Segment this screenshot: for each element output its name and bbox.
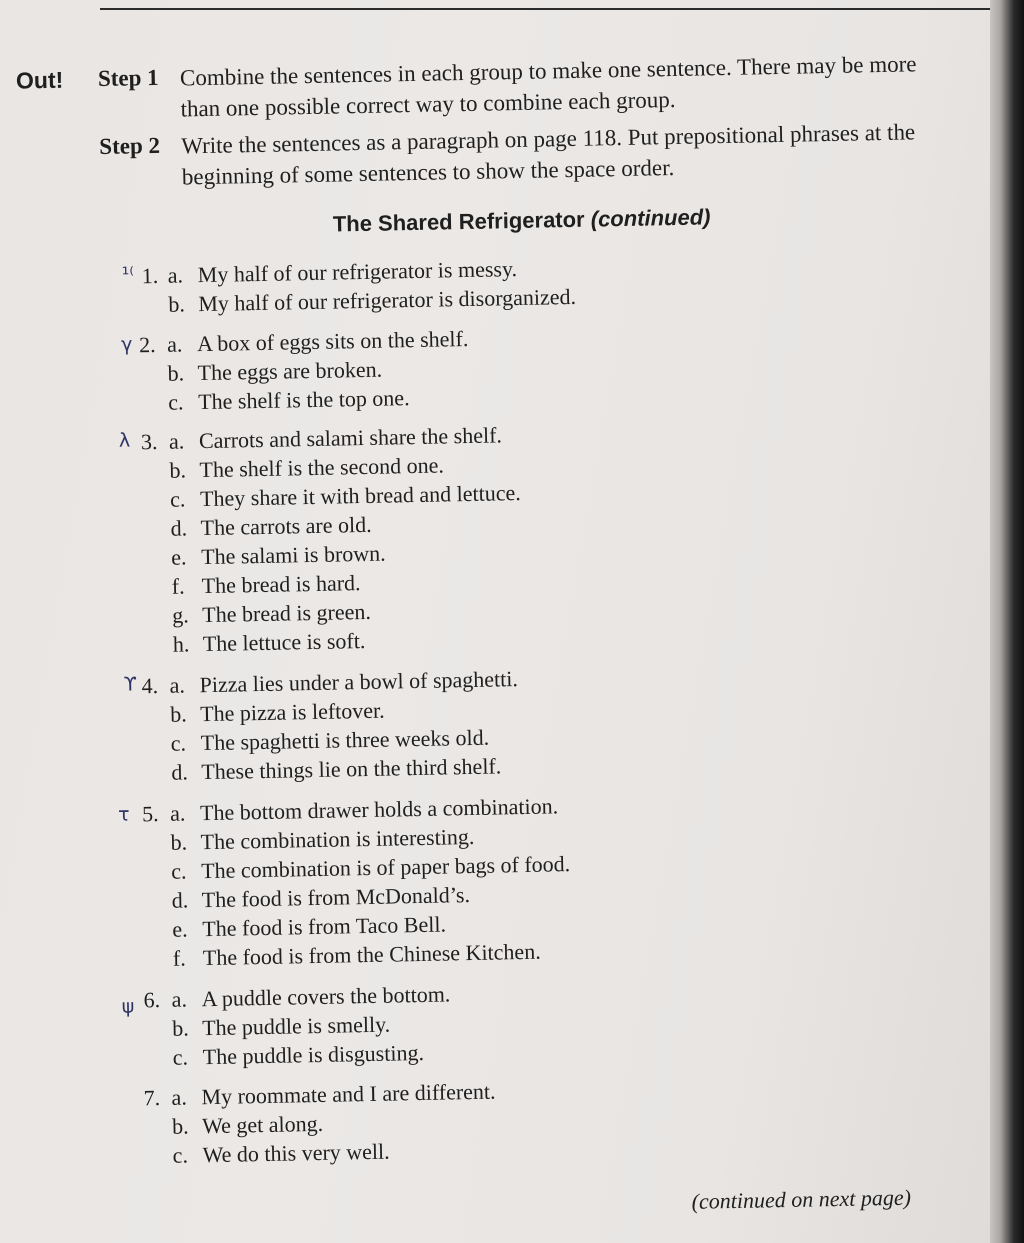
sentence-text: A box of eggs sits on the shelf.	[196, 325, 469, 357]
sentence-line	[172, 1139, 389, 1169]
sentence-letter: f.	[171, 573, 185, 599]
sentence-text: The spaghetti is three weeks old.	[200, 724, 490, 756]
sentence-line	[173, 628, 366, 658]
sentence-text: The combination is interesting.	[200, 823, 475, 855]
page-edge-shadow	[990, 0, 1024, 1243]
sentence-text: A puddle covers the bottom.	[201, 981, 451, 1012]
sentence-text: The bottom drawer holds a combination.	[199, 793, 559, 826]
sentence-line	[171, 753, 501, 785]
sentence-text: Pizza lies under a bowl of spaghetti.	[199, 666, 519, 698]
sentence-line	[168, 385, 410, 416]
step1-label: Step 1	[97, 64, 159, 92]
sentence-letter: d.	[171, 887, 189, 913]
continued-note: (continued on next page)	[691, 1184, 912, 1214]
sentence-text: The shelf is the second one.	[199, 452, 445, 483]
sentence-text: My roommate and I are different.	[201, 1078, 496, 1110]
sentence-letter: a.	[171, 986, 188, 1012]
sentence-line	[173, 1040, 425, 1071]
group-number: 6.	[143, 987, 161, 1013]
sentence-text: The bread is hard.	[201, 570, 361, 599]
sentence-line	[172, 912, 446, 943]
out-label: Out!	[15, 66, 64, 94]
sentence-line	[171, 981, 450, 1012]
sentence-text: We do this very well.	[202, 1138, 390, 1168]
group-number: 7.	[143, 1085, 161, 1111]
sentence-letter: e.	[170, 544, 187, 570]
sentence-text: The combination is of paper bags of food.	[200, 851, 571, 884]
sentence-letter: a.	[169, 800, 186, 826]
sentence-letter: a.	[171, 1084, 188, 1110]
handwritten-mark: ϒ	[123, 673, 138, 696]
sentence-line	[172, 1012, 390, 1042]
sentence-line	[169, 422, 502, 454]
sentence-line	[172, 1111, 324, 1140]
sentence-line	[169, 452, 444, 483]
sentence-text: The puddle is smelly.	[201, 1011, 391, 1041]
sentence-text: The carrots are old.	[200, 511, 372, 541]
handwritten-mark: τ	[117, 803, 130, 826]
sentence-line	[171, 851, 570, 885]
sentence-text: The pizza is leftover.	[199, 697, 385, 727]
handwritten-mark: λ	[118, 429, 131, 452]
sentence-line	[168, 284, 576, 318]
sentence-line	[168, 256, 518, 289]
sentence-letter: b.	[171, 1113, 189, 1139]
sentence-text: The bread is green.	[202, 598, 372, 628]
sentence-letter: b.	[167, 360, 185, 386]
sentence-letter: c.	[172, 1044, 189, 1070]
title-main: The Shared Refrigerator	[332, 206, 585, 237]
group-number: 2.	[138, 331, 156, 358]
group-number: 4.	[141, 672, 159, 699]
sentence-text: We get along.	[201, 1110, 324, 1139]
sentence-line	[167, 357, 382, 387]
sentence-text: My half of our refrigerator is disorganized.	[198, 283, 577, 317]
sentence-text: The lettuce is soft.	[202, 628, 366, 657]
sentence-line	[170, 480, 521, 513]
sentence-letter: g.	[172, 602, 190, 628]
handwritten-mark: γ	[120, 333, 133, 356]
sentence-letter: b.	[170, 829, 188, 855]
sentence-line	[167, 326, 469, 358]
sentence-line	[169, 666, 518, 699]
handwritten-mark: ¹⁽	[121, 263, 135, 286]
sentence-letter: c.	[170, 730, 187, 756]
group-number: 3.	[140, 428, 158, 455]
sentence-text: The eggs are broken.	[197, 356, 383, 386]
sentence-text: Carrots and salami share the shelf.	[198, 422, 503, 454]
sentence-letter: a.	[169, 672, 186, 698]
sentence-letter: h.	[172, 631, 190, 657]
sentence-line	[171, 1079, 495, 1111]
sentence-text: The food is from Taco Bell.	[202, 911, 447, 942]
sentence-line	[173, 939, 541, 972]
sentence-line	[172, 882, 471, 914]
sentence-letter: c.	[170, 858, 187, 884]
group-number: 1.	[141, 262, 159, 289]
group-number: 5.	[141, 801, 159, 827]
sentence-letter: b.	[168, 291, 186, 317]
sentence-letter: a.	[167, 262, 184, 288]
sentence-text: The puddle is disgusting.	[202, 1039, 425, 1070]
sentence-letter: c.	[169, 486, 186, 512]
title-continued: (continued)	[590, 204, 711, 232]
sentence-text: They share it with bread and lettuce.	[199, 480, 521, 512]
sentence-text: These things lie on the third shelf.	[201, 753, 502, 785]
sentence-text: The salami is brown.	[200, 540, 386, 570]
sentence-text: The food is from the Chinese Kitchen.	[202, 938, 541, 971]
sentence-letter: c.	[167, 389, 184, 415]
sentence-letter: d.	[170, 515, 188, 541]
sentence-line	[170, 512, 371, 542]
sentence-line	[172, 599, 371, 629]
sentence-text: The food is from McDonald’s.	[201, 882, 471, 913]
sentence-text: The shelf is the top one.	[197, 385, 410, 415]
sentence-text: My half of our refrigerator is messy.	[197, 256, 518, 288]
step2-text: Write the sentences as a paragraph on page 118. Put prepositional phrases at the beginning of some sentences to show the space order.	[181, 119, 916, 190]
sentence-letter: c.	[172, 1142, 189, 1168]
sentence-letter: a.	[168, 428, 185, 454]
sentence-letter: b.	[169, 457, 187, 483]
sentence-line	[171, 725, 490, 757]
sentence-letter: d.	[171, 759, 189, 785]
step1-text: Combine the sentences in each group to make one sentence. There may be more than one possible correct way to combine each group.	[179, 51, 917, 122]
sentence-letter: e.	[172, 916, 188, 942]
sentence-line	[171, 541, 386, 571]
sentence-line	[170, 824, 474, 856]
step2-label: Step 2	[99, 132, 161, 160]
sentence-line	[171, 570, 360, 600]
sentence-line	[170, 698, 385, 728]
sentence-letter: a.	[166, 331, 183, 357]
sentence-letter: b.	[171, 1015, 189, 1041]
sentence-letter: f.	[172, 945, 186, 971]
sentence-line	[170, 793, 558, 826]
sentence-letter: b.	[169, 701, 187, 727]
exercise-title	[333, 204, 711, 237]
handwritten-mark: ψ	[121, 995, 135, 1018]
